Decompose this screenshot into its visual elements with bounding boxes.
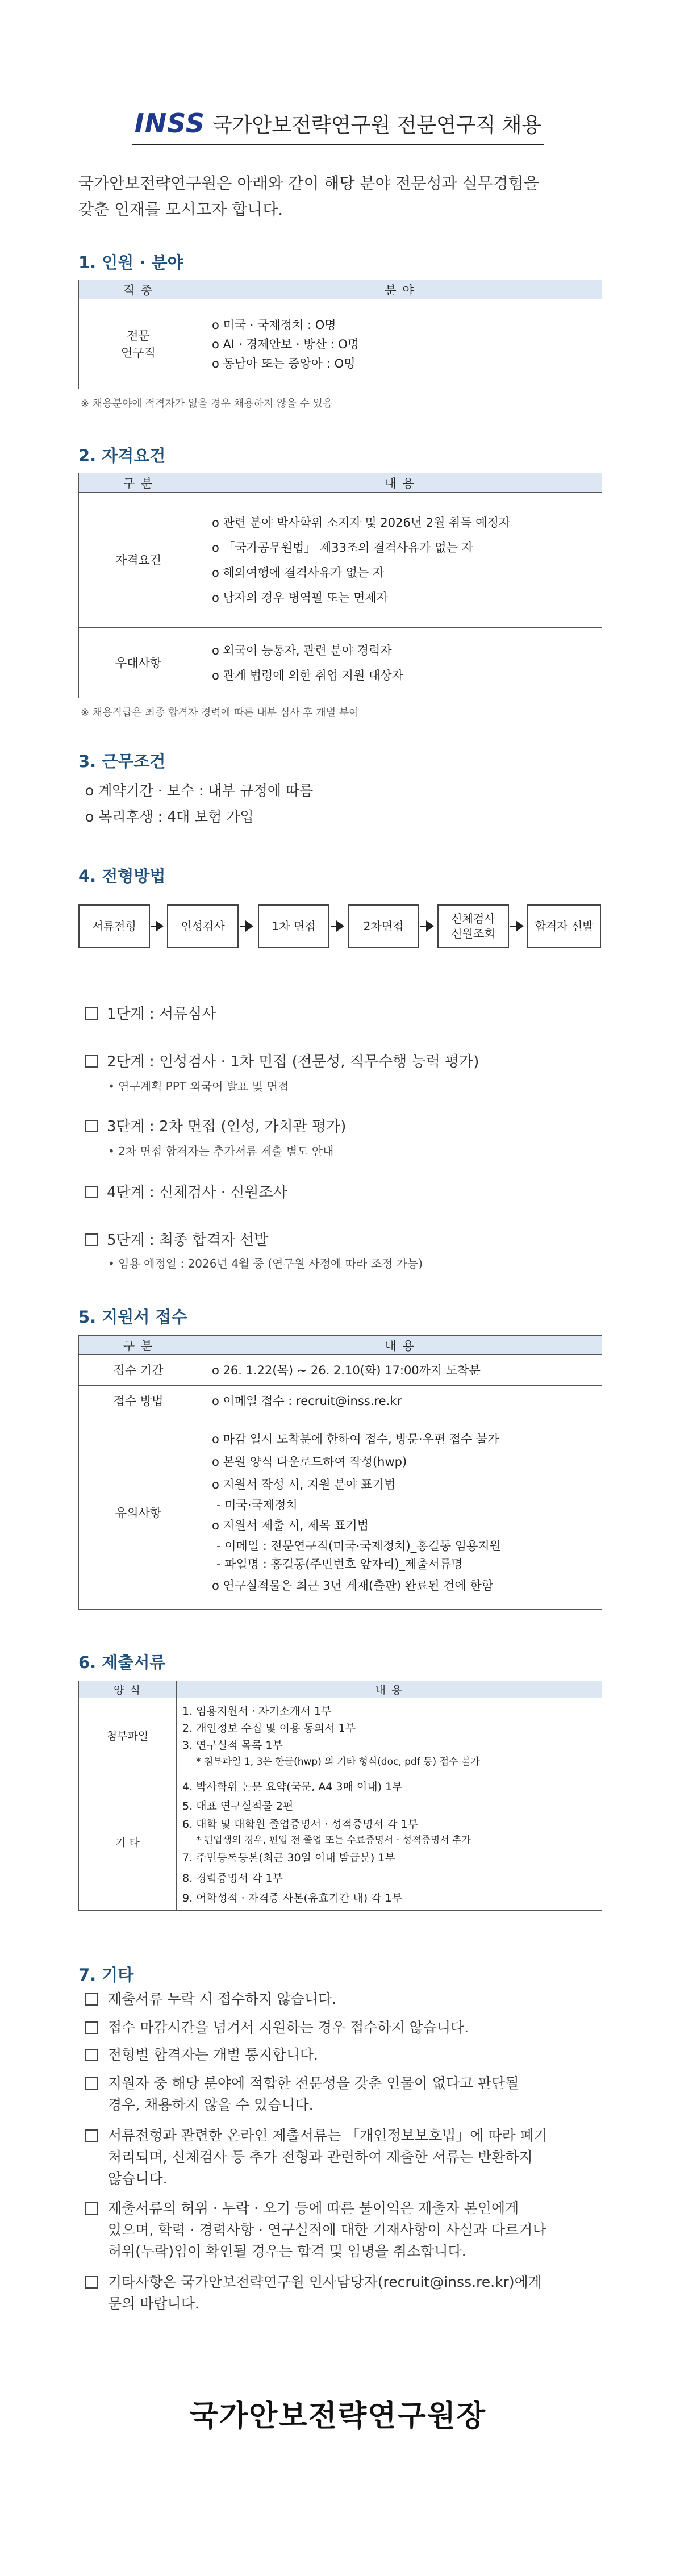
notice-subitem: - 이메일 : 전문연구직(미국·국제정치)_홍길동 임용지원 [216, 1539, 501, 1553]
document-item: 3. 연구실적 목록 1부 [182, 1739, 283, 1752]
preference-item: o 관계 법령에 의한 취업 지원 대상자 [212, 668, 403, 682]
etc-text: 지원자 중 해당 분야에 적합한 전문성을 갖춘 인물이 없다고 판단될 [108, 2075, 519, 2091]
etc-item [85, 2125, 602, 2190]
arrow-right-icon [336, 920, 344, 932]
page-title: 국가안보전략연구원 전문연구직 채용 [212, 113, 542, 137]
flow-step [527, 904, 601, 948]
section-title-etc: 7. 기타 [78, 1965, 134, 1985]
qualifications-note: ※ 채용직급은 최종 합격자 경력에 따른 내부 심사 후 개별 부여 [81, 707, 359, 719]
etc-item [85, 1989, 602, 2010]
documents-table [78, 1681, 602, 1911]
section-title-conditions: 3. 근무조건 [78, 752, 166, 771]
application-method: o 이메일 접수 : recruit@inss.re.kr [212, 1394, 402, 1408]
document-item: 6. 대학 및 대학원 졸업증명서 · 성적증명서 각 1부 [182, 1818, 418, 1831]
flow-step-label: 신체검사 [451, 912, 495, 926]
preference-item: o 외국어 능통자, 관련 분야 경력자 [212, 643, 392, 657]
flow-step-label: 인성검사 [181, 919, 225, 933]
etc-text: 경우, 채용하지 않을 수 있습니다. [108, 2096, 314, 2113]
inss-logo: INSS [134, 108, 205, 139]
process-step-text: 5단계 : 최종 합격자 선발 [107, 1232, 269, 1249]
notice-item: o 연구실적물은 최근 3년 게재(출판) 완료된 건에 한함 [212, 1578, 494, 1593]
flow-step [167, 904, 239, 948]
section-title-documents: 6. 제출서류 [78, 1653, 166, 1672]
flow-step-label: 1차 면접 [272, 919, 316, 933]
notice-subitem: - 파일명 : 홍길동(주민번호 앞자리)_제출서류명 [216, 1557, 463, 1571]
table-header: 분 야 [198, 280, 602, 299]
table-header: 구 분 [79, 1336, 198, 1355]
etc-item [85, 2073, 602, 2116]
flow-step [78, 904, 150, 948]
attachments-cell [177, 1698, 602, 1774]
document-item: 4. 박사학위 논문 요약(국문, A4 3매 이내) 1부 [182, 1780, 403, 1793]
header-title-block [132, 108, 544, 145]
etc-text: 문의 바랍니다. [108, 2295, 199, 2312]
table-header: 구 분 [79, 473, 198, 493]
flow-step-label: 2차면접 [363, 919, 404, 933]
intro-paragraph [78, 170, 601, 223]
process-step [85, 1181, 287, 1202]
process-step-text: 3단계 : 2차 면접 (인성, 가치관 평가) [107, 1118, 347, 1135]
arrow-right-icon [426, 920, 434, 932]
checkbox-icon [85, 1993, 98, 2006]
table-header: 양 식 [79, 1681, 177, 1698]
job-type-line: 전문 [127, 328, 150, 343]
flow-step [348, 904, 419, 948]
checkbox-icon [85, 2021, 98, 2034]
etc-text: 않습니다. [108, 2170, 168, 2187]
notice-header [0, 108, 676, 145]
process-step [85, 1228, 268, 1249]
intro-line: 국가안보전략연구원은 아래와 같이 해당 분야 전문성과 실무경험을 [78, 174, 539, 193]
process-step-note: • 연구계획 PPT 외국어 발표 및 면접 [108, 1079, 289, 1093]
flow-step [437, 904, 509, 948]
etc-text: 허위(누락)임이 확인될 경우는 합격 및 임명을 취소합니다. [108, 2243, 466, 2260]
table-header: 내 용 [198, 1336, 602, 1355]
etc-item [85, 2044, 602, 2066]
notice-item: o 본원 양식 다운로드하여 작성(hwp) [212, 1454, 407, 1469]
flow-step-label: 서류전형 [92, 919, 136, 933]
table-header: 내 용 [177, 1681, 602, 1698]
process-step-text: 4단계 : 신체검사 · 신원조사 [107, 1184, 287, 1201]
etc-text: 서류전형과 관련한 온라인 제출서류는 「개인정보보호법」에 따라 폐기 [108, 2127, 548, 2144]
requirement-item: o 「국가공무원법」 제33조의 결격사유가 없는 자 [212, 540, 473, 555]
checkbox-icon [85, 1055, 98, 1068]
process-step-note: • 2차 면접 합격자는 추가서류 제출 별도 안내 [108, 1144, 334, 1158]
arrow-right-icon [516, 920, 524, 932]
etc-text: 있으며, 학력 · 경력사항 · 연구실적에 대한 기재사항이 사실과 다르거나 [108, 2221, 546, 2238]
requirements-cell [198, 493, 602, 628]
field-item: o 미국 · 국제정치 : O명 [212, 318, 336, 332]
flow-step-label: 합격자 선발 [535, 919, 594, 933]
section-title-process: 4. 전형방법 [78, 866, 166, 886]
other-documents-cell [177, 1774, 602, 1911]
field-item: o AI · 경제안보 · 방산 : O명 [212, 337, 360, 351]
etc-text: 제출서류 누락 시 접수하지 않습니다. [108, 1991, 336, 2007]
checkbox-icon [85, 2129, 98, 2142]
section-title-positions: 1. 인원 · 분야 [78, 253, 183, 272]
row-label: 우대사항 [79, 628, 198, 698]
process-step [85, 1115, 346, 1136]
requirement-item: o 남자의 경우 병역필 또는 면제자 [212, 590, 388, 605]
document-subnote: * 첨부파일 1, 3은 한글(hwp) 외 기타 형식(doc, pdf 등) 접수 불가 [196, 1756, 480, 1768]
document-item: 8. 경력증명서 각 1부 [182, 1871, 283, 1885]
notice-item: o 마감 일시 도착분에 한하여 접수, 방문·우편 접수 불가 [212, 1432, 499, 1446]
etc-text: 기타사항은 국가안보전략연구원 인사담당자(recruit@inss.re.kr)에게 [108, 2274, 542, 2290]
section-title-application: 5. 지원서 접수 [78, 1307, 187, 1327]
qualifications-table [78, 473, 602, 698]
notice-subitem: - 미국·국제정치 [216, 1498, 298, 1512]
etc-text: 처리되며, 신체검사 등 추가 전형과 관련하여 제출한 서류는 반환하지 [108, 2149, 533, 2165]
flow-step-label: 신원조회 [451, 927, 495, 940]
process-step-text: 2단계 : 인성검사 · 1차 면접 (전문성, 직무수행 능력 평가) [107, 1053, 479, 1070]
process-step-note: • 임용 예정일 : 2026년 4월 중 (연구원 사정에 따라 조정 가능) [108, 1257, 423, 1270]
etc-text: 전형별 합격자는 개별 통지합니다. [108, 2046, 318, 2063]
process-step [85, 1002, 216, 1023]
table-header: 내 용 [198, 473, 602, 493]
checkbox-icon [85, 1007, 98, 1020]
process-flow [78, 904, 601, 950]
etc-text: 제출서류의 허위 · 누락 · 오기 등에 따른 불이익은 제출자 본인에게 [108, 2200, 519, 2216]
application-method-cell [198, 1386, 602, 1416]
table-header: 직 종 [79, 280, 198, 299]
checkbox-icon [85, 1233, 98, 1246]
process-step-text: 1단계 : 서류심사 [107, 1006, 216, 1023]
checkbox-icon [85, 2276, 98, 2289]
field-item: o 동남아 또는 중앙아 : O명 [212, 356, 356, 370]
arrow-right-icon [156, 920, 164, 932]
checkbox-icon [85, 2077, 98, 2090]
process-step [85, 1050, 479, 1071]
notices-cell [198, 1416, 602, 1610]
notice-item: o 지원서 제출 시, 제목 표기법 [212, 1518, 369, 1532]
requirement-item: o 관련 분야 박사학위 소지자 및 2026년 2월 취득 예정자 [212, 515, 511, 530]
application-period-cell [198, 1355, 602, 1386]
job-type-line: 연구직 [121, 345, 156, 360]
document-item: 7. 주민등록등본(최근 30일 이내 발급분) 1부 [182, 1851, 395, 1864]
flow-step [258, 904, 329, 948]
row-label: 기 타 [79, 1774, 177, 1911]
etc-text: 접수 마감시간을 넘겨서 지원하는 경우 접수하지 않습니다. [108, 2019, 469, 2036]
condition-line: o 복리후생 : 4대 보험 가입 [85, 808, 254, 825]
requirement-item: o 해외여행에 결격사유가 없는 자 [212, 565, 385, 580]
positions-table [78, 280, 602, 389]
application-period: o 26. 1.22(목) ~ 26. 2.10(화) 17:00까지 도착분 [212, 1363, 481, 1377]
section-title-qualifications: 2. 자격요건 [78, 446, 166, 465]
row-label: 자격요건 [79, 493, 198, 628]
checkbox-icon [85, 2202, 98, 2215]
application-table [78, 1335, 602, 1610]
positions-note: ※ 채용분야에 적격자가 없을 경우 채용하지 않을 수 있음 [81, 398, 333, 410]
etc-item [85, 2017, 602, 2039]
issuer-signature: 국가안보전략연구원장 [189, 2399, 487, 2433]
arrow-right-icon [245, 920, 253, 932]
checkbox-icon [85, 1186, 98, 1198]
document-item: 5. 대표 연구실적물 2편 [182, 1799, 294, 1812]
condition-line: o 계약기간 · 보수 : 내부 규정에 따름 [85, 782, 314, 799]
document-item: 2. 개인정보 수집 및 이용 동의서 1부 [182, 1721, 356, 1735]
document-item: 1. 임용지원서 · 자기소개서 1부 [182, 1704, 332, 1718]
notice-item: o 지원서 작성 시, 지원 분야 표기법 [212, 1477, 396, 1491]
etc-item [85, 2198, 602, 2262]
document-item: 9. 어학성적 · 자격증 사본(유효기간 내) 각 1부 [182, 1891, 403, 1904]
job-type-cell [79, 299, 198, 389]
document-subnote: * 편입생의 경우, 편입 전 졸업 또는 수료증명서 · 성적증명서 추가 [196, 1834, 471, 1846]
fields-cell [198, 299, 602, 389]
etc-item [85, 2271, 602, 2315]
row-label: 첨부파일 [79, 1698, 177, 1774]
preferences-cell [198, 628, 602, 698]
row-label: 유의사항 [79, 1416, 198, 1610]
checkbox-icon [85, 2049, 98, 2061]
intro-line: 갖춘 인재를 모시고자 합니다. [78, 200, 283, 219]
row-label: 접수 방법 [79, 1386, 198, 1416]
row-label: 접수 기간 [79, 1355, 198, 1386]
checkbox-icon [85, 1120, 98, 1132]
